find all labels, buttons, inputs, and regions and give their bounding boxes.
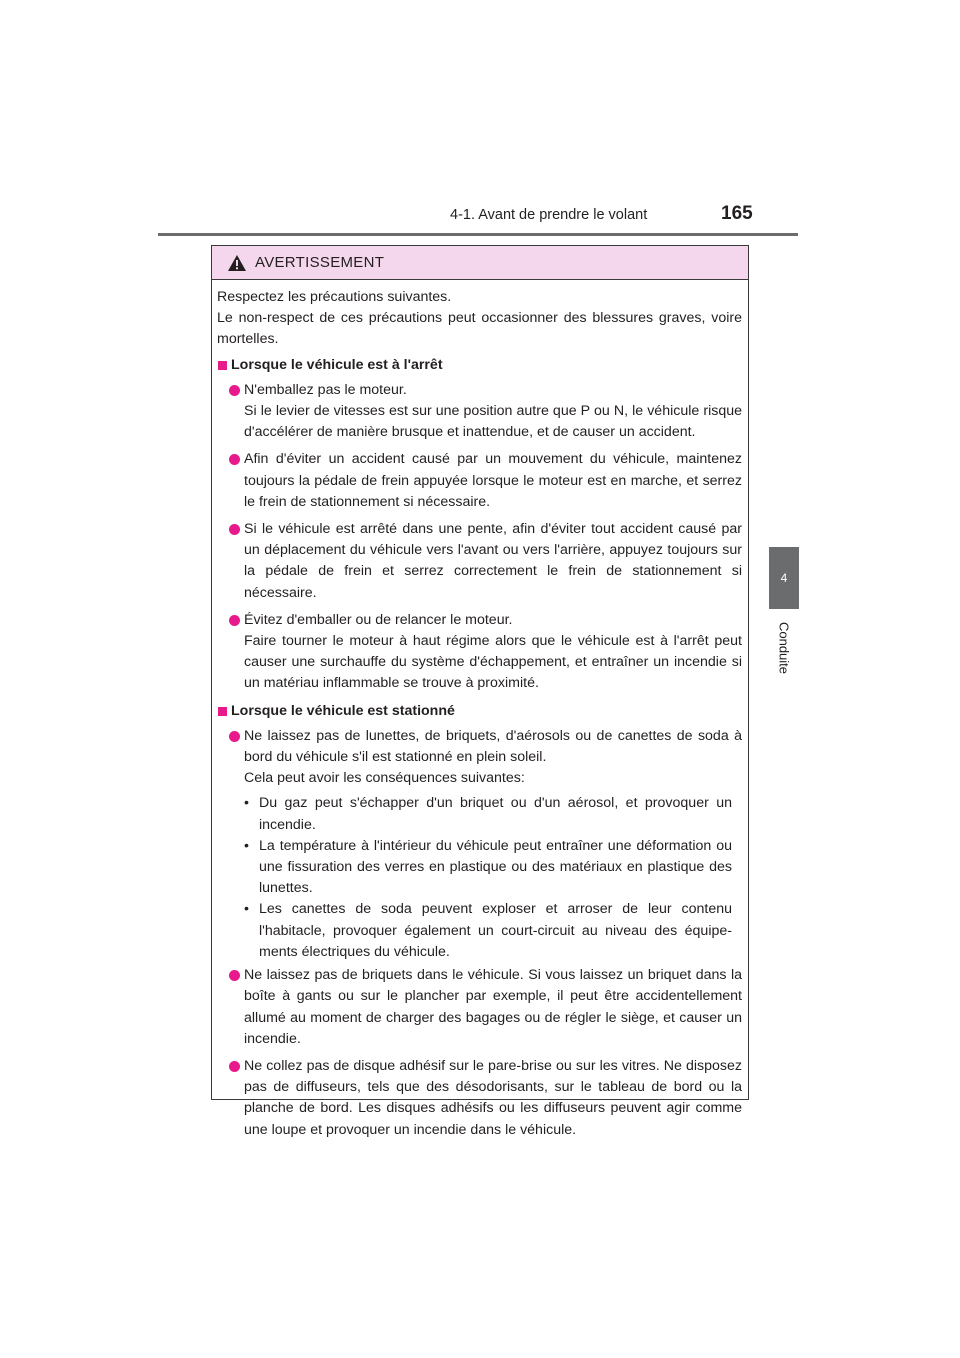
bullet-text: Ne collez pas de disque adhésif sur le pare-brise ou sur les vitres. Ne disposez pas de diffuseurs, tels que des désodorisants, sur le tableau de bord ou la planche de bord. Les disques adhésifs ou les diffuseurs peuvent agir comme une loupe et provoquer un incendie dans le véhicule. bbox=[244, 1057, 742, 1138]
warning-title: AVERTISSEMENT bbox=[255, 254, 385, 271]
section-heading-text: Lorsque le véhicule est à l'arrêt bbox=[231, 356, 443, 373]
sub-item-text: Les canettes de soda peuvent exploser et arroser de leur contenu l'habitacle, provoquer également un court-circuit au niveau des équipements électriques du véhicule. bbox=[259, 901, 732, 960]
round-bullet-icon bbox=[229, 385, 240, 396]
bullet-text: Si le véhicule est arrêté dans une pente, afin d'éviter tout accident causé par un déplacement du véhicule vers l'avant ou vers l'arrière, appuyez toujours sur la pédale de frein et serrez correctement le frein de stationnement si nécessaire. bbox=[244, 521, 742, 601]
section-heading-text: Lorsque le véhicule est stationné bbox=[231, 702, 455, 719]
header-divider bbox=[158, 233, 798, 236]
list-item bbox=[217, 1056, 742, 1141]
list-item bbox=[217, 726, 742, 790]
bullet-text: Cela peut avoir les conséquences suivantes: bbox=[244, 770, 525, 787]
list-item bbox=[217, 449, 742, 513]
intro-line-2: Le non-respect de ces précautions peut occasionner des blessures graves, voire mortelles. bbox=[217, 310, 742, 348]
sub-list-item bbox=[217, 899, 732, 963]
bullet-lead: Ne laissez pas de lunettes, de briquets, d'aérosols ou de canettes de soda à bord du véhicule s'il est stationné en plein soleil. bbox=[244, 727, 742, 766]
chapter-label: Conduite bbox=[776, 621, 792, 675]
intro-line-1: Respectez les précautions suivantes. bbox=[217, 289, 452, 305]
header-section-title: 4-1. Avant de prendre le volant bbox=[450, 207, 648, 223]
sub-list-item bbox=[217, 836, 732, 900]
list-item bbox=[217, 610, 742, 695]
sub-list bbox=[217, 793, 742, 963]
list-item bbox=[217, 519, 742, 604]
dash-bullet-icon: • bbox=[244, 795, 249, 812]
dash-bullet-icon: • bbox=[244, 901, 249, 918]
bullet-lead: N'emballez pas le moteur. bbox=[244, 381, 407, 398]
chapter-tab[interactable] bbox=[769, 547, 799, 609]
square-bullet-icon bbox=[218, 707, 227, 716]
bullet-text: Afin d'éviter un accident causé par un mouvement du véhicule, maintenez toujours la pédale de frein appuyée lorsque le moteur est en marche, et serrez le frein de stationnement si nécessaire. bbox=[244, 451, 742, 510]
list-item bbox=[217, 380, 742, 444]
warning-content bbox=[217, 287, 742, 1141]
chapter-number: 4 bbox=[780, 571, 788, 585]
warning-box bbox=[211, 245, 749, 1138]
list-item bbox=[217, 965, 742, 1050]
round-bullet-icon bbox=[229, 1061, 240, 1072]
dash-bullet-icon: • bbox=[244, 837, 249, 854]
sub-item-text: La température à l'intérieur du véhicule peut entraîner une déformation ou une fissuration des verres en plastique ou des matériaux en plastique des lunettes. bbox=[259, 837, 732, 897]
bullet-text: Faire tourner le moteur à haut régime alors que le véhicule est à l'arrêt peut causer une surchauffe du système d'échappement, et entraîner un incendie si un matériau inflammable se trouve à proximité. bbox=[244, 633, 742, 692]
round-bullet-icon bbox=[229, 524, 240, 535]
round-bullet-icon bbox=[229, 615, 240, 626]
round-bullet-icon bbox=[229, 731, 240, 742]
sub-list-item bbox=[217, 793, 732, 835]
sub-item-text: Du gaz peut s'échapper d'un briquet ou d'un aérosol, et provoquer un incendie. bbox=[259, 795, 732, 833]
round-bullet-icon bbox=[229, 454, 240, 465]
section-heading bbox=[217, 701, 742, 722]
round-bullet-icon bbox=[229, 970, 240, 981]
bullet-lead: Évitez d'emballer ou de relancer le moteur. bbox=[244, 611, 513, 628]
warning-triangle-icon bbox=[227, 254, 247, 272]
bullet-text: Si le levier de vitesses est sur une position autre que P ou N, le véhicule risque d'accélérer de manière brusque et inattendue, et de causer un accident. bbox=[244, 403, 742, 441]
warning-header bbox=[212, 246, 748, 280]
square-bullet-icon bbox=[218, 361, 227, 370]
bullet-text: Ne laissez pas de briquets dans le véhicule. Si vous laissez un briquet dans la boîte à gants ou sur le plancher par exemple, il peut être accidentellement allumé au moment de charger des bagages ou de régler le siège, et causer un incendie. bbox=[244, 967, 742, 1047]
section-heading bbox=[217, 355, 742, 376]
page-number: 165 bbox=[721, 203, 753, 224]
